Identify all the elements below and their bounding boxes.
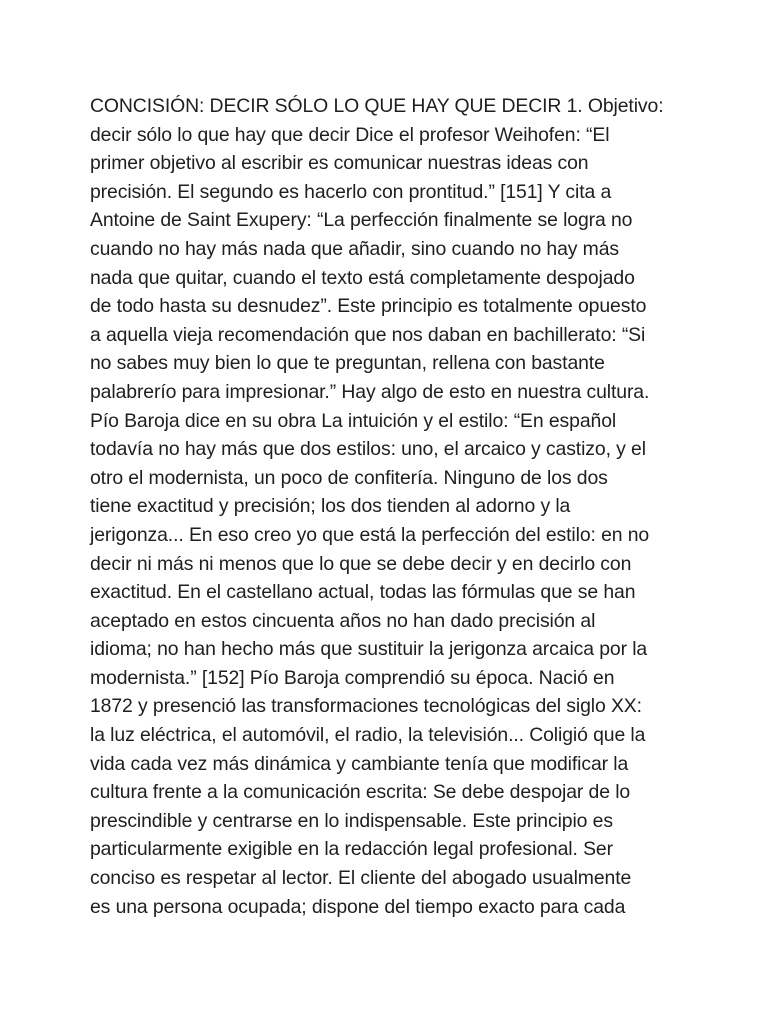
text-line: la luz eléctrica, el automóvil, el radio, la televisión... Coligió que la: [90, 724, 646, 747]
text-line: aceptado en estos cincuenta años no han dado precisión al: [90, 609, 596, 632]
text-line: prescindible y centrarse en lo indispensable. Este principio es: [90, 809, 613, 832]
text-line: de todo hasta su desnudez”. Este principio es totalmente opuesto: [90, 295, 647, 318]
text-line: vida cada vez más dinámica y cambiante tenía que modificar la: [90, 752, 629, 775]
text-line: a aquella vieja recomendación que nos daban en bachillerato: “Si: [90, 323, 646, 346]
text-line: exactitud. En el castellano actual, todas las fórmulas que se han: [90, 581, 636, 604]
text-line: cuando no hay más nada que añadir, sino cuando no hay más: [90, 237, 620, 260]
text-line: primer objetivo al escribir es comunicar nuestras ideas con: [90, 152, 589, 175]
body-text: [90, 92, 690, 921]
text-line: es una persona ocupada; dispone del tiempo exacto para cada: [90, 895, 626, 918]
text-line: modernista.” [152] Pío Baroja comprendió su época. Nació en: [90, 666, 615, 689]
text-line: precisión. El segundo es hacerlo con prontitud.” [151] Y cita a: [90, 180, 612, 203]
text-line: 1872 y presenció las transformaciones tecnológicas del siglo XX:: [90, 695, 642, 718]
text-line: Antoine de Saint Exupery: “La perfección finalmente se logra no: [90, 209, 633, 232]
text-line: idioma; no han hecho más que sustituir la jerigonza arcaica por la: [90, 638, 648, 661]
text-line: CONCISIÓN: DECIR SÓLO LO QUE HAY QUE DECIR 1. Objetivo:: [90, 95, 664, 117]
text-line: decir ni más ni menos que lo que se debe decir y en decirlo con: [90, 552, 632, 575]
text-line: tiene exactitud y precisión; los dos tienden al adorno y la: [90, 495, 571, 518]
text-line: cultura frente a la comunicación escrita: Se debe despojar de lo: [90, 781, 631, 804]
text-line: nada que quitar, cuando el texto está completamente despojado: [90, 266, 635, 289]
text-line: conciso es respetar al lector. El cliente del abogado usualmente: [90, 867, 632, 890]
text-line: palabrerío para impresionar.” Hay algo de esto en nuestra cultura.: [90, 380, 650, 403]
text-line: otro el modernista, un poco de confitería. Ninguno de los dos: [90, 466, 608, 489]
text-line: decir sólo lo que hay que decir Dice el profesor Weihofen: “El: [90, 123, 610, 146]
text-line: no sabes muy bien lo que te preguntan, rellena con bastante: [90, 352, 605, 375]
text-line: particularmente exigible en la redacción legal profesional. Ser: [90, 838, 613, 861]
text-line: todavía no hay más que dos estilos: uno, el arcaico y castizo, y el: [90, 438, 646, 461]
text-line: jerigonza... En eso creo yo que está la perfección del estilo: en no: [90, 523, 650, 546]
text-line: Pío Baroja dice en su obra La intuición y el estilo: “En español: [90, 409, 617, 432]
